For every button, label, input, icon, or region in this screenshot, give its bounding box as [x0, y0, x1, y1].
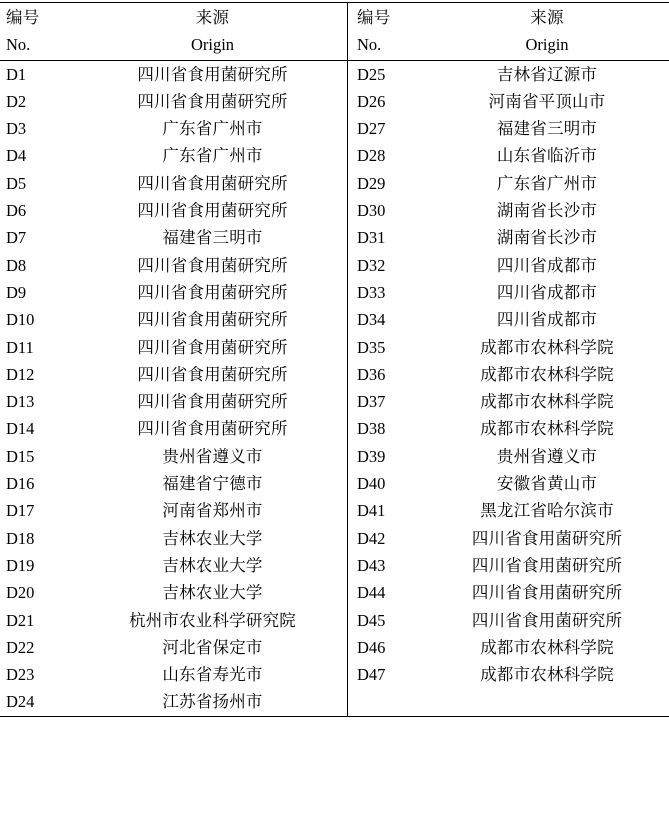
cell-no: D42: [357, 528, 386, 548]
table-head-right: [348, 3, 669, 60]
cell-no: D32: [357, 255, 386, 275]
cell-no: D29: [357, 173, 386, 193]
table-row: [0, 361, 347, 388]
cell-origin: 四川省食用菌研究所: [137, 392, 288, 412]
cell-origin: 四川省食用菌研究所: [137, 64, 288, 84]
table-row: [0, 552, 347, 579]
table-row: [0, 579, 347, 606]
table-row: [0, 279, 347, 306]
table-row: [348, 142, 669, 169]
header-origin-en: Origin: [78, 31, 347, 60]
cell-origin: 四川省食用菌研究所: [137, 282, 288, 302]
header-origin-cn: 来源: [195, 8, 230, 27]
table-row: [348, 334, 669, 361]
cell-no: D14: [6, 419, 35, 439]
cell-origin: 四川省食用菌研究所: [137, 419, 288, 439]
table-row: [0, 415, 347, 442]
cell-origin: 福建省宁德市: [162, 474, 263, 494]
cell-origin: 四川省食用菌研究所: [471, 583, 623, 603]
cell-no: D28: [357, 146, 386, 166]
table-panel-right: [348, 3, 669, 716]
table-row: [348, 88, 669, 115]
cell-no: D12: [6, 364, 35, 384]
table-row: [0, 607, 347, 634]
cell-origin: 成都市农林科学院: [480, 665, 614, 685]
cell-no: D33: [357, 282, 386, 302]
table-row: [348, 224, 669, 251]
cell-origin: 湖南省长沙市: [496, 228, 598, 248]
cell-no: D36: [357, 364, 386, 384]
table-row: [348, 361, 669, 388]
cell-no: D27: [357, 119, 386, 139]
table-body-left: [0, 60, 347, 716]
header-row-chinese: [348, 3, 669, 31]
cell-origin: 四川省食用菌研究所: [137, 310, 288, 330]
cell-no: D19: [6, 555, 35, 575]
table-row: [348, 170, 669, 197]
cell-origin: 贵州省遵义市: [162, 446, 263, 466]
cell-origin: 四川省成都市: [496, 255, 598, 275]
table-panel-left: [0, 3, 348, 716]
cell-origin: 山东省临沂市: [496, 146, 598, 166]
cell-no: D16: [6, 474, 35, 494]
table-row: [348, 497, 669, 524]
cell-origin: 吉林农业大学: [162, 583, 263, 603]
cell-no: D38: [357, 419, 386, 439]
table-row-empty: [348, 688, 669, 715]
strain-origin-table-right: [348, 3, 669, 716]
cell-origin: 江苏省扬州市: [162, 692, 263, 712]
cell-origin: 河南省郑州市: [162, 501, 263, 521]
cell-no: D18: [6, 528, 35, 548]
cell-origin: 四川省食用菌研究所: [137, 255, 288, 275]
table-row: [348, 306, 669, 333]
cell-origin: 广东省广州市: [496, 173, 598, 193]
cell-no: D11: [6, 337, 34, 357]
table-row: [0, 525, 347, 552]
table-row: [0, 197, 347, 224]
cell-no: D23: [6, 665, 35, 685]
table-row: [0, 115, 347, 142]
cell-no: D37: [357, 392, 386, 412]
table-row: [0, 60, 347, 88]
cell-origin: 四川省食用菌研究所: [471, 528, 623, 548]
table-row: [348, 661, 669, 688]
strain-origin-table-left: [0, 3, 347, 716]
cell-no: D30: [357, 201, 386, 221]
cell-origin: 四川省食用菌研究所: [137, 91, 288, 111]
cell-origin: 成都市农林科学院: [480, 364, 614, 384]
cell-origin: 四川省食用菌研究所: [137, 337, 288, 357]
cell-no: D26: [357, 91, 386, 111]
cell-no: D45: [357, 610, 386, 630]
cell-origin: 山东省寿光市: [162, 665, 263, 685]
table-row: [0, 470, 347, 497]
cell-no: D40: [357, 474, 386, 494]
cell-no: D43: [357, 555, 386, 575]
table-row: [348, 579, 669, 606]
header-row-english: [0, 31, 347, 60]
cell-origin: 杭州市农业科学研究院: [129, 610, 296, 630]
cell-origin: 成都市农林科学院: [480, 637, 614, 657]
cell-no: D39: [357, 446, 386, 466]
cell-origin: 安徽省黄山市: [496, 474, 598, 494]
cell-origin: 湖南省长沙市: [496, 201, 598, 221]
cell-no: D3: [6, 119, 27, 139]
cell-no: D31: [357, 228, 386, 248]
table-body-right: [348, 60, 669, 716]
cell-no: D15: [6, 446, 35, 466]
header-row-chinese: [0, 3, 347, 31]
table-row: [0, 688, 347, 715]
table-row: [348, 443, 669, 470]
header-origin-en: Origin: [425, 31, 669, 60]
table-row: [348, 388, 669, 415]
cell-no: D47: [357, 665, 386, 685]
table-row: [0, 388, 347, 415]
header-no-en: No.: [348, 31, 425, 60]
cell-origin: 贵州省遵义市: [496, 446, 598, 466]
cell-origin: 河北省保定市: [162, 637, 263, 657]
table-row: [0, 306, 347, 333]
cell-no: D4: [6, 146, 27, 166]
table-row: [348, 279, 669, 306]
cell-no: D5: [6, 173, 27, 193]
table-row: [0, 634, 347, 661]
header-no-cn: 编号: [6, 8, 40, 27]
cell-origin: 四川省食用菌研究所: [137, 201, 288, 221]
table-head-left: [0, 3, 347, 60]
cell-origin: 四川省食用菌研究所: [137, 364, 288, 384]
cell-origin: 吉林省辽源市: [496, 64, 598, 84]
header-row-english: [348, 31, 669, 60]
cell-no: D10: [6, 310, 35, 330]
table-row: [0, 224, 347, 251]
table-row: [348, 552, 669, 579]
table-row: [0, 252, 347, 279]
cell-origin: 黑龙江省哈尔滨市: [480, 501, 614, 521]
cell-origin: 四川省食用菌研究所: [137, 173, 288, 193]
cell-origin: 广东省广州市: [162, 119, 263, 139]
cell-no: D8: [6, 255, 27, 275]
cell-origin: 福建省三明市: [496, 119, 598, 139]
table-sheet: [0, 2, 669, 818]
table-row: [348, 525, 669, 552]
cell-no: D46: [357, 637, 386, 657]
cell-no: D1: [6, 64, 27, 84]
cell-no: D34: [357, 310, 386, 330]
cell-no: D22: [6, 637, 35, 657]
table-row: [348, 252, 669, 279]
cell-origin: 成都市农林科学院: [480, 392, 614, 412]
table-row: [348, 634, 669, 661]
cell-origin: 四川省成都市: [496, 310, 598, 330]
cell-no: D2: [6, 91, 27, 111]
cell-origin: 四川省成都市: [496, 282, 598, 302]
table-row: [348, 115, 669, 142]
table-row: [0, 334, 347, 361]
cell-no: D7: [6, 228, 27, 248]
cell-no: D20: [6, 583, 35, 603]
header-no-en: No.: [0, 31, 78, 60]
table-row: [0, 443, 347, 470]
table-row: [0, 88, 347, 115]
table-row: [348, 470, 669, 497]
table-row: [0, 497, 347, 524]
cell-origin: 吉林农业大学: [162, 555, 263, 575]
cell-origin: 成都市农林科学院: [480, 337, 614, 357]
table-row: [0, 170, 347, 197]
cell-no: D41: [357, 501, 386, 521]
cell-no: D44: [357, 583, 386, 603]
cell-no: D17: [6, 501, 35, 521]
table-row: [348, 60, 669, 88]
two-column-table: [0, 2, 669, 717]
cell-origin: 河南省平顶山市: [488, 91, 606, 111]
cell-no: D13: [6, 392, 35, 412]
header-origin-cn: 来源: [530, 8, 564, 27]
cell-no: D24: [6, 692, 35, 712]
cell-no: D6: [6, 201, 27, 221]
table-row: [348, 607, 669, 634]
table-row: [0, 142, 347, 169]
cell-origin: 广东省广州市: [162, 146, 263, 166]
cell-no: D25: [357, 64, 386, 84]
cell-origin: 吉林农业大学: [162, 528, 263, 548]
table-row: [0, 661, 347, 688]
header-no-cn: 编号: [357, 8, 391, 27]
table-row: [348, 415, 669, 442]
cell-no: D35: [357, 337, 386, 357]
cell-origin: 四川省食用菌研究所: [471, 555, 623, 575]
cell-no: D9: [6, 282, 27, 302]
cell-no: D21: [6, 610, 35, 630]
cell-origin: 成都市农林科学院: [480, 419, 614, 439]
table-row: [348, 197, 669, 224]
cell-origin: 福建省三明市: [162, 228, 263, 248]
cell-origin: 四川省食用菌研究所: [471, 610, 623, 630]
